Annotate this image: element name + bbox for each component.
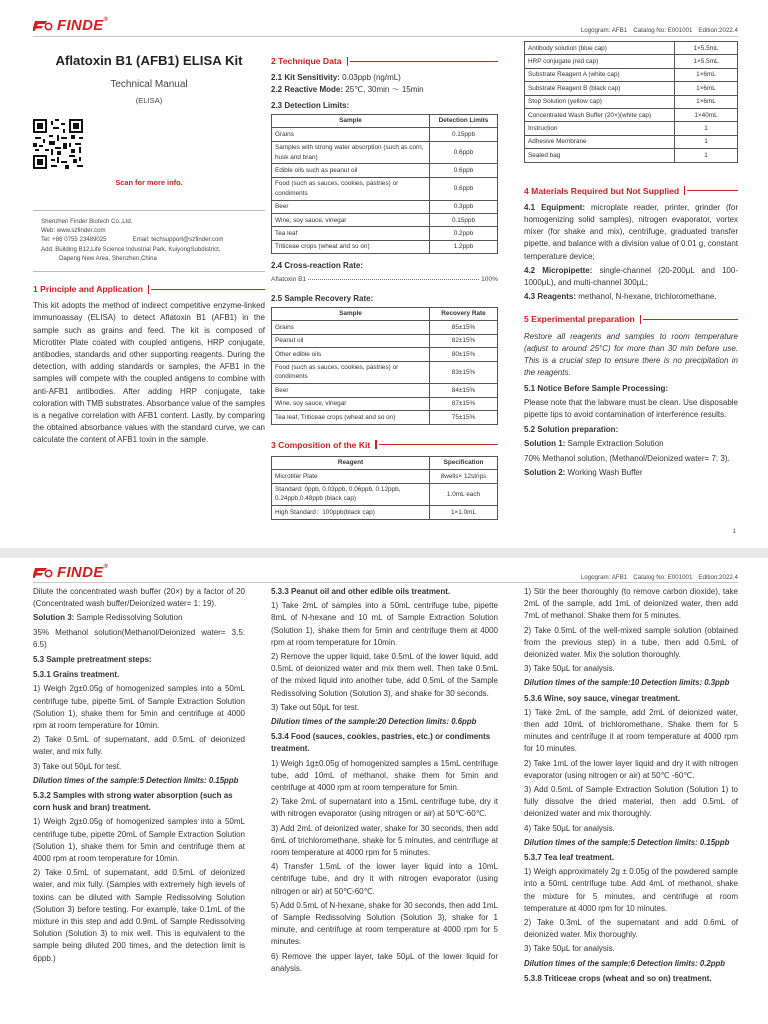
wash-buffer-dilution: Dilute the concentrated wash buffer (20×) by a factor of 20 (Concentrated wash buffer/Deionized water= 1: 19). <box>33 587 245 609</box>
edition: Edition:2022.4 <box>698 27 738 34</box>
dilution-note: Dilution times of the sample:20 Detection limits: 0.6ppb <box>271 717 477 727</box>
kit-composition-table <box>271 456 498 520</box>
table-cell-name: Grains <box>272 128 430 141</box>
table-cell-name: Peanut oil <box>272 334 430 347</box>
recovery-rate-table <box>271 307 498 425</box>
section-title: 2 Technique Data <box>271 55 498 67</box>
solution-3-detail: 35% Methanol solution(Methanol/Deionized water= 3.5: 6.5) <box>33 627 245 649</box>
table-row <box>525 149 738 162</box>
solution-prep-title: 5.2 Solution preparation: <box>524 425 619 435</box>
table-cell-value: 0.6ppb <box>430 164 498 177</box>
detection-limits-title: 2.3 Detection Limits: <box>271 100 350 110</box>
solution-1-detail: 70% Methanol solution, (Methanol/Deionized water= 7: 3). <box>524 453 730 463</box>
solution-2: Solution 2: Working Wash Buffer <box>524 467 643 477</box>
logogram: Logogram: AFB1 <box>580 574 628 581</box>
step-text: 3) Add 2mL of deionized water, shake for 30 seconds, then add 6mL of trichloromethane, shake for 5 minutes, and centrifuge at room temperature at 4000 rpm for 5 minutes. <box>271 823 498 858</box>
cross-reaction-row <box>271 274 498 286</box>
section-title: 1 Principle and Application <box>33 283 265 295</box>
table-cell-name: Wine, soy sauce, vinegar <box>272 214 430 227</box>
brand-mark: ® <box>103 17 109 23</box>
table-cell-value: 87±15% <box>430 397 498 410</box>
table-cell-value: 1×5.5mL <box>675 42 738 55</box>
triticeae-title: 5.3.8 Triticeae crops (wheat and so on) treatment. <box>524 973 712 983</box>
table-cell-name: Concentrated Wash Buffer (20×)(white cap) <box>525 109 675 122</box>
table-cell-value: 1×6mL <box>675 95 738 108</box>
table-cell-name: Beer <box>272 200 430 213</box>
step-text: 1) Weigh 1g±0.05g of homogenized samples a 15mL centrifuge tube, add 10mL of methanol, shake them for 5min and centrifuge at 4000 rpm at room temperature for 5min. <box>271 758 498 793</box>
finde-logo-icon <box>33 19 53 32</box>
catalog-number: Catalog No: E001001 <box>633 574 693 581</box>
table-cell-name: Samples with strong water absorption (such as corn, husk and bran) <box>272 141 430 164</box>
table-cell-name: Substrate Reagent A (white cap) <box>525 68 675 81</box>
page-number: 1 <box>732 528 736 535</box>
table-cell-value: 0.3ppb <box>430 200 498 213</box>
reactive-mode: 2.2 Reactive Mode: 25℃, 30min ～ 15min <box>271 85 424 95</box>
logogram: Logogram: AFB1 <box>580 27 628 34</box>
table-cell-name: Adhesive Membrane <box>525 135 675 148</box>
step-text: 1) Weigh 2g±0.05g of homogenized samples into a 50mL centrifuge tube, pipette 20mL of Sample Extraction Solution (Solution 1), shake them for 5min and centrifuge them at 4000 rpm at room temperature for 10min. <box>33 817 245 864</box>
table-row <box>525 68 738 81</box>
step-text: 2) Remove the upper liquid, take 0.5mL of the lower liquid, add 0.5mL of deionized water and mix them well. Then take 0.5mL of the mixed liquid into another tube, add 0.5mL of the Sample Redissolving Solution (Solution 3), and shake for 30 seconds. <box>271 652 498 698</box>
reagents-text: 4.3 Reagents: methanol, N-hexane, trichloromethane. <box>524 292 717 302</box>
table-cell-name: Tea leaf <box>272 227 430 240</box>
edition: Edition:2022.4 <box>698 574 738 581</box>
table-cell-name: Edible oils such as peanut oil <box>272 164 430 177</box>
section-title: 4 Materials Required but Not Supplied <box>524 185 738 197</box>
step-text: 1) Weigh 2g±0.05g of homogenized samples into a 50mL centrifuge tube, pipette 5mL of Sample Extraction Solution (Solution 1), shake them for 5min and centrifuge at 4000 rpm at room temperature for 10min. <box>33 684 245 731</box>
step-text: 2) Take 2mL of supernatant into a 15mL centrifuge tube, dry it with nitrogen evaporator (using nitrogen or air) at 50℃-60℃. <box>271 797 498 819</box>
dilution-note: Dilution times of the sample:10 Detection limits: 0.3ppb <box>524 678 730 688</box>
table-cell-value: 75±15% <box>430 411 498 424</box>
step-text: 4) Take 50μL for analysis. <box>524 823 615 833</box>
brand-name: FINDE <box>57 17 104 34</box>
table-cell-name: Sealed bag <box>525 149 675 162</box>
company-address-line1: Add: Building B12,Life Science Industrial Park, KuiyongSubdistrict, <box>41 245 221 253</box>
table-row <box>272 506 498 519</box>
table-row <box>525 95 738 108</box>
company-tel: Tel: +86 0755 23489025 <box>41 236 107 244</box>
pretreatment-column-1 <box>33 586 245 967</box>
table-row <box>525 109 738 122</box>
equipment-text: 4.1 Equipment: microplate reader, printer, grinder (for homogenizing solid samples), nitrogen evaporator, vortex mixer (for shake and mix), centrifuge, graduated transfer pipette, and balance with a division value of 0.01 g, constant temperature device; <box>524 202 739 261</box>
table-row <box>272 348 498 361</box>
table-cell-name: HRP conjugate (red cap) <box>525 55 675 68</box>
table-cell-name: Substrate Reagent B (black cap) <box>525 82 675 95</box>
table-cell-value: 0.15ppb <box>430 128 498 141</box>
table-cell-value: 1.2ppb <box>430 240 498 253</box>
table-cell-name: High Standard：100ppb(black cap) <box>272 506 430 519</box>
table-cell-value: 82±15% <box>430 334 498 347</box>
step-text: 1) Take 2mL of the sample, add 2mL of deionized water, then add 10mL of trichloromethane. Shake them for 5 minutes and centrifuge it at room temperature at 4000 rpm for 10 minutes. <box>524 707 738 754</box>
catalog-number: Catalog No: E001001 <box>633 27 693 34</box>
cross-reaction-title: 2.4 Cross-reaction Rate: <box>271 261 364 271</box>
step-text: 4) Transfer 1.5mL of the lower layer liquid into a 10mL centrifuge tube, and dry it with nitrogen evaporator (using nitrogen or air) at 50℃-60℃. <box>271 862 498 896</box>
table-header: Reagent <box>272 456 430 469</box>
table-row <box>525 82 738 95</box>
table-row <box>272 361 498 384</box>
step-text: 1) Stir the beer thoroughly (to remove carbon dioxide), take 2mL of the sample, add 1mL of deionized water, then add 7mL of methanol. Shake them for 5 minutes. <box>524 587 738 621</box>
header-divider <box>33 36 738 37</box>
table-cell-value: 1 <box>675 135 738 148</box>
table-cell-name: Wine, soy sauce, vinegar <box>272 397 430 410</box>
table-cell-value: 0.6ppb <box>430 177 498 200</box>
company-email[interactable]: Email: techsupport@szfinder.com <box>132 236 224 244</box>
table-header: Sample <box>272 307 430 320</box>
brand-name: FINDE <box>57 564 104 581</box>
pretreatment-column-2 <box>271 586 498 977</box>
step-text: 2) Take 0.3mL of the supernatant and add 0.6mL of deionized water. Mix thoroughly. <box>524 918 738 940</box>
table-header-row <box>272 307 498 320</box>
table-header-row <box>272 114 498 127</box>
table-cell-name: Triticeae crops (wheat and so on) <box>272 240 430 253</box>
step-text: 3) Take out 50μL for test. <box>271 702 360 712</box>
table-row <box>272 141 498 164</box>
table-row <box>272 227 498 240</box>
table-row <box>272 483 498 506</box>
pretreatment-title: 5.3 Sample pretreatment steps: <box>33 655 152 665</box>
table-cell-value: 0.15ppb <box>430 214 498 227</box>
company-web[interactable]: Web: www.szfinder.com <box>41 227 106 235</box>
table-cell-name: Other edible oils <box>272 348 430 361</box>
kit-subtitle: Technical Manual <box>110 79 188 90</box>
micropipette-text: 4.2 Micropipette: single-channel (20-200μL and 100-1000μL), and multi-channel 300μL; <box>524 265 738 288</box>
finde-logo-icon <box>33 566 53 579</box>
cross-rate: 100% <box>481 276 498 284</box>
table-cell-value: 1×1.0mL <box>430 506 498 519</box>
page-meta <box>581 27 738 34</box>
table-row <box>272 470 498 483</box>
table-cell-value: 1.0mL each <box>430 483 498 506</box>
cover-block <box>33 52 265 190</box>
grains-title: 5.3.1 Grains treatment. <box>33 670 120 680</box>
company-address-line2: Dapeng New Area, Shenzhen,China <box>59 254 157 262</box>
qr-code-icon[interactable] <box>33 119 83 169</box>
food-title: 5.3.4 Food (sauces, cookies, pastries, etc.) or condiments treatment. <box>271 732 491 754</box>
section-principle <box>33 277 265 449</box>
table-row <box>272 164 498 177</box>
oil-title: 5.3.3 Peanut oil and other edible oils treatment. <box>271 587 451 596</box>
table-cell-value: 1×6mL <box>675 68 738 81</box>
header-divider <box>33 582 738 583</box>
company-name: Shenzhen Finder Biotech Co.,Ltd. <box>41 218 133 225</box>
pretreatment-column-3 <box>524 586 738 987</box>
section-materials <box>524 41 738 481</box>
notice-text: Please note that the labware must be clean. Use disposable pipette tips to avoid contamination of interference results. <box>524 397 738 419</box>
table-row <box>525 42 738 55</box>
brand-logo <box>33 564 108 581</box>
page-meta <box>581 574 738 581</box>
table-cell-name: Tea leaf, Triticeae crops (wheat and so on) <box>272 411 430 424</box>
table-row <box>272 128 498 141</box>
kit-sensitivity: 2.1 Kit Sensitivity: 0.03ppb (ng/mL) <box>271 73 401 83</box>
table-cell-value: 83±15% <box>430 361 498 384</box>
scan-info-label: Scan for more info. <box>115 178 183 188</box>
table-row <box>525 122 738 135</box>
solution-3: Solution 3: Sample Redissolving Solution <box>33 613 183 623</box>
notice-title: 5.1 Notice Before Sample Processing: <box>524 383 669 393</box>
table-cell-name: Grains <box>272 321 430 334</box>
table-cell-value: 85±15% <box>430 321 498 334</box>
table-row <box>272 214 498 227</box>
table-cell-value: 1 <box>675 149 738 162</box>
solution-1: Solution 1: Sample Extraction Solution <box>524 439 664 449</box>
table-row <box>272 240 498 253</box>
step-text: 3) Take out 50μL for test. <box>33 761 122 771</box>
table-cell-value: 80±15% <box>430 348 498 361</box>
table-cell-value: 1×6mL <box>675 82 738 95</box>
step-text: 1) Weigh approximately 2g ± 0.05g of the powdered sample into a 50mL centrifuge tube. Add 4mL of methanol, shake the mixture for 5 minutes, and centrifuge at room temperature at 4000 rpm for 10 minutes. <box>524 867 738 913</box>
dilution-note: Dilution times of the sample:6 Detection limits: 0.2ppb <box>524 958 726 968</box>
table-cell-value: 84±15% <box>430 384 498 397</box>
table-cell-name: Stop Solution (yellow cap) <box>525 95 675 108</box>
step-text: 2) Take 0.5mL of the well-mixed sample solution (obtained from the previous step) in a tube, then add 0.5mL of deionized water. Mix the solution thoroughly. <box>524 625 738 660</box>
table-cell-value: 0.6ppb <box>430 141 498 164</box>
table-cell-value: 0.2ppb <box>430 227 498 240</box>
step-text: 5) Add 0.5mL of N-hexane, shake for 30 seconds, then add 1mL of Sample Redissolving Solution (Solution 3), shake for 1 minute, and centrifuge at room temperature at 4000 rpm for 5 minutes. <box>271 900 498 947</box>
step-text: 2) Take 1mL of the lower layer liquid and dry it with nitrogen evaporator (using nitrogen or air) at 50℃ -60℃. <box>524 758 738 780</box>
corn-title: 5.3.2 Samples with strong water absorption (such as corn husk and bran) treatment. <box>33 791 233 813</box>
company-info <box>33 210 265 272</box>
recovery-rate-title: 2.5 Sample Recovery Rate: <box>271 293 374 303</box>
table-row <box>272 200 498 213</box>
table-cell-name: Beer <box>272 384 430 397</box>
wine-title: 5.3.6 Wine, soy sauce, vinegar treatment. <box>524 693 680 703</box>
step-text: 3) Take 50μL for analysis. <box>524 944 615 954</box>
principle-text: This kit adopts the method of indirect competitive enzyme-linked immunoassay (ELISA) to detect Aflatoxin B1 (AFB1) in the sample such as grains and feed. The kit is composed of Microtiter Plate coated with coupled antigens, HRP conjugate, antibodies, standards and other supporting reagents. During the detection, with adding standards or samples, the AFB1 in the samples will compete with the coupled antigens to combine with anti-AFB1 antibodies. After adding HRP conjugate, take coloration with TMB substrates. Absorbance value of the samples is a negative correlation with AFB1 content. Lastly, by comparing the obtained absorbance values with the standard curve, we can calculate the content of AFB1 toxin in the sample. <box>33 301 265 445</box>
table-row <box>525 55 738 68</box>
step-text: 1) Take 2mL of samples into a 50mL centrifuge tube, pipette 8mL of N-hexane and 10 mL of Sample Extraction Solution (Solution 1), shake them for 5min and centrifuge them at 4000 rpm at room temperature for 10min. <box>271 601 498 647</box>
kit-composition-table-continued <box>524 41 738 163</box>
table-header: Recovery Rate <box>430 307 498 320</box>
brand-mark: ® <box>103 564 109 570</box>
detection-limits-table <box>271 114 498 254</box>
table-cell-name: Food (such as sauces, cookies, pastries) or condiments <box>272 177 430 200</box>
table-header-row <box>272 456 498 469</box>
kit-title: Aflatoxin B1 (AFB1) ELISA Kit <box>55 53 243 68</box>
dilution-note: Dilution times of the sample:5 Detection limits: 0.15ppb <box>524 837 730 847</box>
manual-page-2 <box>0 558 768 1024</box>
table-cell-name: Food (such as sauces, cookies, pastries) or condiments <box>272 361 430 384</box>
table-header: Sample <box>272 114 430 127</box>
step-text: 6) Remove the upper layer, take 50μL of the lower liquid for analysis. <box>271 951 498 973</box>
table-cell-name: Instruction <box>525 122 675 135</box>
dilution-note: Dilution times of the sample:5 Detection limits: 0.15ppb <box>33 775 239 785</box>
section-title: 5 Experimental preparation <box>524 313 738 325</box>
table-row <box>272 321 498 334</box>
step-text: 2) Take 0.5mL of supernatant, add 0.5mL of deionized water, and mix fully. <box>33 735 245 757</box>
table-cell-name: Standard: 0ppb, 0.03ppb, 0.06ppb, 0.12ppb, 0.24ppb,0.48ppb (black cap) <box>272 483 430 506</box>
tea-title: 5.3.7 Tea leaf treatment. <box>524 853 615 863</box>
cross-analyte: Aflatoxin B1 <box>271 276 307 284</box>
table-row <box>272 177 498 200</box>
table-cell-name: Antibody solution (blue cap) <box>525 42 675 55</box>
brand-logo <box>33 17 108 34</box>
table-row <box>272 384 498 397</box>
prep-intro: Restore all reagents and samples to room temperature (adjust to around 25°C) for more than 30 min before use. This is a crucial step to ensure there is no precipitation in the reagents. <box>524 331 738 378</box>
table-row <box>272 334 498 347</box>
table-cell-value: 1×40mL <box>675 109 738 122</box>
table-header: Specification <box>430 456 498 469</box>
table-cell-name: Microtiter Plate <box>272 470 430 483</box>
kit-method: (ELISA) <box>135 96 163 105</box>
section-technique <box>271 52 498 520</box>
table-cell-value: 8wells× 12strips <box>430 470 498 483</box>
table-cell-value: 1 <box>675 122 738 135</box>
step-text: 3) Add 0.5mL of Sample Extraction Solution (Solution 1) to fully dissolve the dried material, then add 0.5mL of deionized water and mix thoroughly. <box>524 785 738 819</box>
step-text: 2) Take 0.5mL of supernatant, add 0.5mL of deionized water, and mix fully. (Samples with extremely high levels of toxins can be diluted with Sample Redissolving Solution (Solution 3) before testing. For example, take 0.1mL of the mixture in this step and add 0.9mL of Sample Redissolving Solution (Solution 3) to mix well. This is equivalent to the sample being diluted 200 times, and the detection limit is 6ppb.) <box>33 868 245 963</box>
page-separator <box>0 548 768 558</box>
table-row <box>272 397 498 410</box>
section-title: 3 Composition of the Kit <box>271 439 498 451</box>
step-text: 3) Take 50μL for analysis. <box>524 664 615 674</box>
table-cell-value: 1×5.5mL <box>675 55 738 68</box>
table-row <box>272 411 498 424</box>
table-header: Detection Limits <box>430 114 498 127</box>
table-row <box>525 135 738 148</box>
